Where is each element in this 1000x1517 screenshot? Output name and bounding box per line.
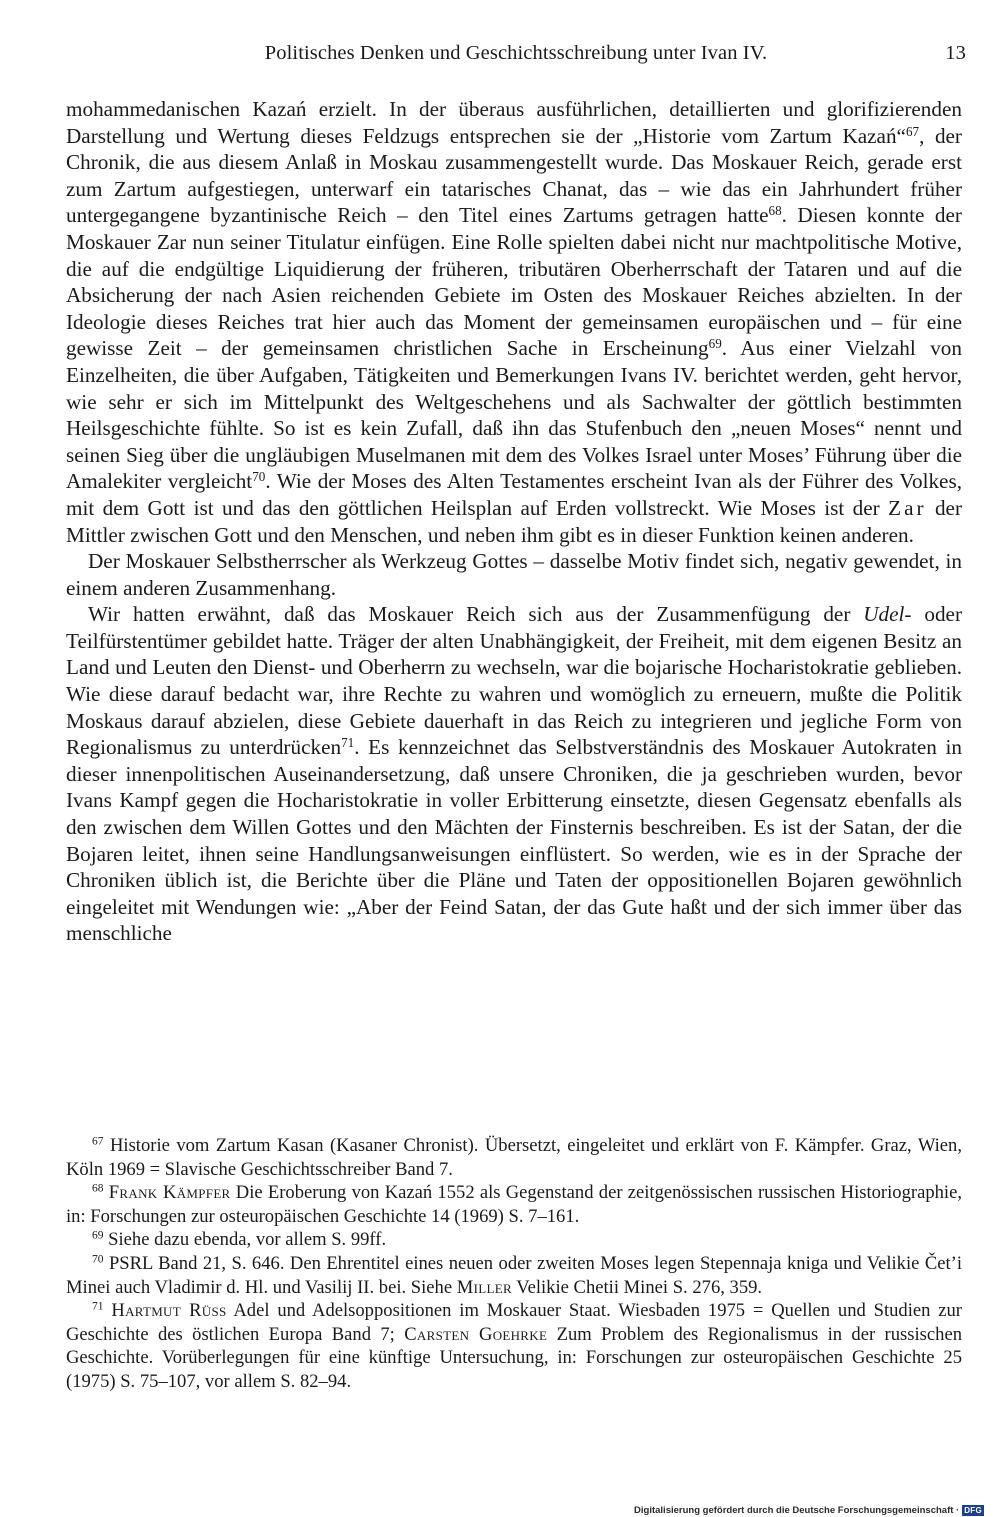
- dfg-logo-icon: DFG: [964, 1506, 982, 1515]
- footnote-number: 71: [92, 1300, 104, 1313]
- text-run: oder Teilfürstentümer gebildet hatte. Träger der alten Unabhängigkeit, der Freiheit, mit dem eigenen Besitz an Land und Leuten den Dienst- und Oberherrn zu wechseln, war die bojarische Hocharistokratie geblieben. Wie diese darauf bedacht war, ihre Rechte zu wahren und womöglich zu erneuern, mußte die Politik Moskaus darauf abzielen, diese Gebiete dauerhaft in das Reich zu integrieren und jegliche Form von Regionalismus zu unterdrücken: [66, 602, 962, 760]
- footnote-number: 68: [92, 1182, 104, 1195]
- text-run: . Wie der Moses des Alten Testamentes erscheint Ivan als der Führer des Volkes, mit dem Gott ist und das den göttlichen Heilsplan auf Erden vollstreckt. Wie Moses ist der: [66, 469, 962, 520]
- text-run: Wir hatten erwähnt, daß das Moskauer Reich sich aus der Zusammenfügung der: [88, 602, 864, 627]
- footnote-67: [66, 1134, 962, 1181]
- footnote-ref-71: 71: [341, 735, 355, 751]
- paragraph-1: [66, 96, 962, 548]
- text-run: . Diesen konnte der Moskauer Zar nun seiner Titulatur einfügen. Eine Rolle spielten dabei nicht nur machtpolitische Motive, die auf die endgültige Liquidierung der früheren, tributären Oberherrschaft der Tataren und auf die Absicherung der nach Asien reichenden Gebiete im Osten des Moskauer Reiches abzielten. In der Ideologie dieses Reiches trat hier auch das Moment der gemeinsamen europäischen und – für eine gewisse Zeit – der gemeinsamen christlichen Sache in Erscheinung: [66, 203, 962, 361]
- text-run: der Mittler zwischen Gott und den Menschen, und neben ihm gibt es in dieser Funktion keinen anderen.: [66, 495, 962, 547]
- running-title: Politisches Denken und Geschichtsschreibung unter Ivan IV.: [264, 42, 768, 64]
- running-header: [66, 36, 966, 70]
- footnotes: [66, 1134, 962, 1394]
- footnote-text: PSRL Band 21, S. 646. Den Ehrentitel eines neuen oder zweiten Moses legen Stepennaja kniga und Velikie Čet’i Minei auch Vladimir d. Hl. und Vasilij II. bei. Siehe: [66, 1252, 962, 1298]
- footnote-text: Historie vom Zartum Kasan (Kasaner Chronist). Übersetzt, eingeleitet und erklärt von F. Kämpfer. Graz, Wien, Köln 1969 = Slavische Geschichtsschreiber Band 7.: [66, 1135, 962, 1180]
- footnote-text: Zum Problem des Regionalismus in der russischen Geschichte. Vorüberlegungen für eine künftige Untersuchung, in: Forschungen zur osteuropäischen Geschichte 25 (1975) S. 75–107, vor allem S. 82–94.: [66, 1323, 962, 1392]
- footnote-ref-68: 68: [768, 203, 782, 219]
- footnote-text: Adel und Adelsoppositionen im Moskauer Staat. Wiesbaden 1975 = Quellen und Studien zur Geschichte des östlichen Europa Band 7;: [66, 1300, 962, 1345]
- footnote-ref-69: 69: [708, 336, 722, 352]
- footnote-69: [66, 1228, 962, 1252]
- footnote-number: 69: [92, 1230, 104, 1243]
- text-run: , der Chronik, die aus diesem Anlaß in Moskau zusammengestellt wurde. Das Moskauer Reich, gerade erst zum Zartum aufgestiegen, unterwarf ein tatarisches Chanat, das – wie das ein Jahrhundert früher untergegangene byzantinische Reich – den Titel eines Zartums getragen hatte: [66, 123, 962, 228]
- page-number: 13: [945, 42, 966, 64]
- main-text: [66, 96, 962, 947]
- digitization-credit: [634, 1505, 984, 1516]
- text-run: . Aus einer Vielzahl von Einzelheiten, die über Aufgaben, Tätigkeiten und Bemerkungen Ivans IV. berichtet werden, geht hervor, wie sehr er sich im Mittelpunkt des Weltgeschehens und als Sachwalter der göttlich bestimmten Heilsgeschichte fühlte. So ist es kein Zufall, daß ihn das Stufenbuch den „neuen Moses“ nennt und seinen Sieg über die ungläubigen Muselmanen mit dem des Volkes Israel unter Moses’ Führung über die Amalekiter vergleicht: [66, 336, 962, 494]
- footnote-number: 67: [92, 1135, 104, 1148]
- footnote-author: Frank Kämpfer: [108, 1182, 231, 1204]
- footnote-71: [66, 1299, 962, 1393]
- footnote-author: Miller: [456, 1276, 512, 1298]
- footnote-number: 70: [92, 1253, 104, 1266]
- footnote-text: Siehe dazu ebenda, vor allem S. 99ff.: [103, 1229, 387, 1251]
- paragraph-3: [66, 601, 962, 947]
- footnote-author: Carsten Goehrke: [404, 1323, 548, 1345]
- paragraph-2: Der Moskauer Selbstherrscher als Werkzeug Gottes – dasselbe Motiv findet sich, negativ gewendet, in einem anderen Zusammenhang.: [66, 549, 962, 600]
- footnote-author: Hartmut Rüss: [111, 1300, 227, 1322]
- spaced-word-zar: Zar: [888, 495, 927, 520]
- footnote-text: Die Eroberung von Kazań 1552 als Gegenstand der zeitgenössischen russischen Historiographie, in: Forschungen zur osteuropäischen Geschichte 14 (1969) S. 7–161.: [66, 1182, 962, 1227]
- footnote-text: Velikie Chetii Minei S. 276, 359.: [511, 1276, 763, 1298]
- footnote-ref-70: 70: [252, 469, 266, 485]
- footnote-70: [66, 1252, 962, 1299]
- footnote-ref-67: 67: [905, 123, 920, 139]
- text-run: . Es kennzeichnet das Selbstverständnis des Moskauer Autokraten in dieser innenpolitischen Auseinandersetzung, daß unsere Chroniken, die ja geschrieben wurden, bevor Ivans Kampf gegen die Hocharistokratie in voller Erbitterung einsetzte, diesen Gegensatz ebenfalls als den zwischen dem Willen Gottes und den Mächten der Finsternis beschreiben. Es ist der Satan, der die Bojaren leitet, ihnen seine Handlungsanweisungen einflüstert. So werden, wie es in der Sprache der Chroniken üblich ist, die Berichte über die Pläne und Taten der oppositionellen Bojaren gewöhnlich eingeleitet mit Wendungen wie: „Aber der Feind Satan, der das Gute haßt und der sich immer über das menschliche: [66, 735, 963, 946]
- credit-text: Digitalisierung gefördert durch die Deutsche Forschungsgemeinschaft ·: [634, 1505, 960, 1516]
- text-run: mohammedanischen Kazań erzielt. In der überaus ausführlichen, detaillierten und glorifizierenden Darstellung und Wertung dieses Feldzugs entsprechen sie der „Historie vom Zartum Kazań“: [66, 97, 962, 148]
- footnote-68: [66, 1181, 962, 1228]
- italic-term-udel: Udel-: [863, 602, 912, 627]
